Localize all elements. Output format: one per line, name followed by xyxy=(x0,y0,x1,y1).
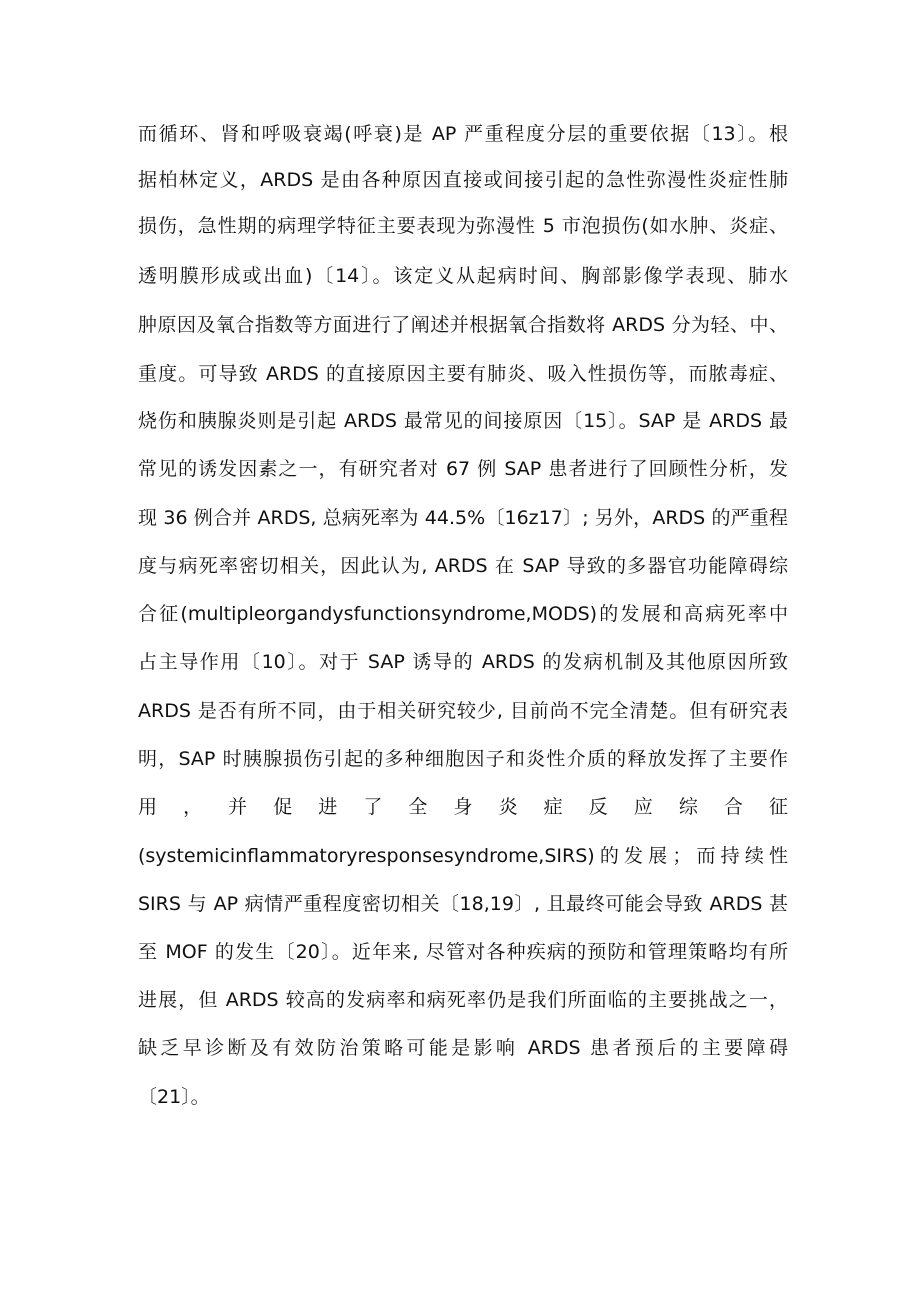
paragraph-line: 现 36 例合并 ARDS, 总病死率为 44.5%〔16z17〕; 另外，ARDS 的严重程 xyxy=(138,507,788,529)
paragraph-line: 损伤，急性期的病理学特征主要表现为弥漫性 5 市泡损伤(如水肿、炎症、 xyxy=(138,215,788,237)
paragraph-line: 合征(multipleorgandysfunctionsyndrome,MODS)的发展和高病死率中 xyxy=(138,603,788,625)
paragraph-line: 进展，但 ARDS 较高的发病率和病死率仍是我们所面临的主要挑战之一， xyxy=(138,989,788,1011)
paragraph-line: 明，SAP 时胰腺损伤引起的多种细胞因子和炎性介质的释放发挥了主要作 xyxy=(138,748,788,770)
paragraph-line: 度与病死率密切相关，因此认为, ARDS 在 SAP 导致的多器官功能障碍综 xyxy=(138,555,788,577)
paragraph-line: 〔21〕。 xyxy=(138,1086,210,1108)
paragraph-line: 至 MOF 的发生〔20〕。近年来, 尽管对各种疾病的预防和管理策略均有所 xyxy=(138,941,788,963)
paragraph-line: 据柏林定义，ARDS 是由各种原因直接或间接引起的急性弥漫性炎症性肺 xyxy=(138,169,788,191)
paragraph-line: 用，并促进了全身炎症反应综合征 xyxy=(138,796,788,818)
paragraph-line: SIRS 与 AP 病情严重程度密切相关〔18,19〕, 且最终可能会导致 ARDS 甚 xyxy=(138,893,788,915)
paragraph-line: 常见的诱发因素之一，有研究者对 67 例 SAP 患者进行了回顾性分析，发 xyxy=(138,458,788,480)
paragraph-line: ARDS 是否有所不同，由于相关研究较少, 目前尚不完全清楚。但有研究表 xyxy=(138,700,788,722)
paragraph-line: 重度。可导致 ARDS 的直接原因主要有肺炎、吸入性损伤等，而脓毒症、 xyxy=(138,363,788,385)
paragraph-line: 烧伤和胰腺炎则是引起 ARDS 最常见的间接原因〔15〕。SAP 是 ARDS 最 xyxy=(138,410,788,432)
paragraph-line: 缺乏早诊断及有效防治策略可能是影响 ARDS 患者预后的主要障碍 xyxy=(138,1037,788,1059)
paragraph-line: (systemicinflammatoryresponsesyndrome,SIRS)的发展；而持续性 xyxy=(138,845,788,867)
paragraph-line: 肿原因及氧合指数等方面进行了阐述并根据氧合指数将 ARDS 分为轻、中、 xyxy=(138,314,788,336)
paragraph-line: 而循环、肾和呼吸衰竭(呼衰)是 AP 严重程度分层的重要依据〔13〕。根 xyxy=(138,123,788,145)
paragraph-line: 透明膜形成或出血)〔14〕。该定义从起病时间、胸部影像学表现、肺水 xyxy=(138,265,788,287)
paragraph-line: 占主导作用〔10〕。对于 SAP 诱导的 ARDS 的发病机制及其他原因所致 xyxy=(138,651,788,673)
